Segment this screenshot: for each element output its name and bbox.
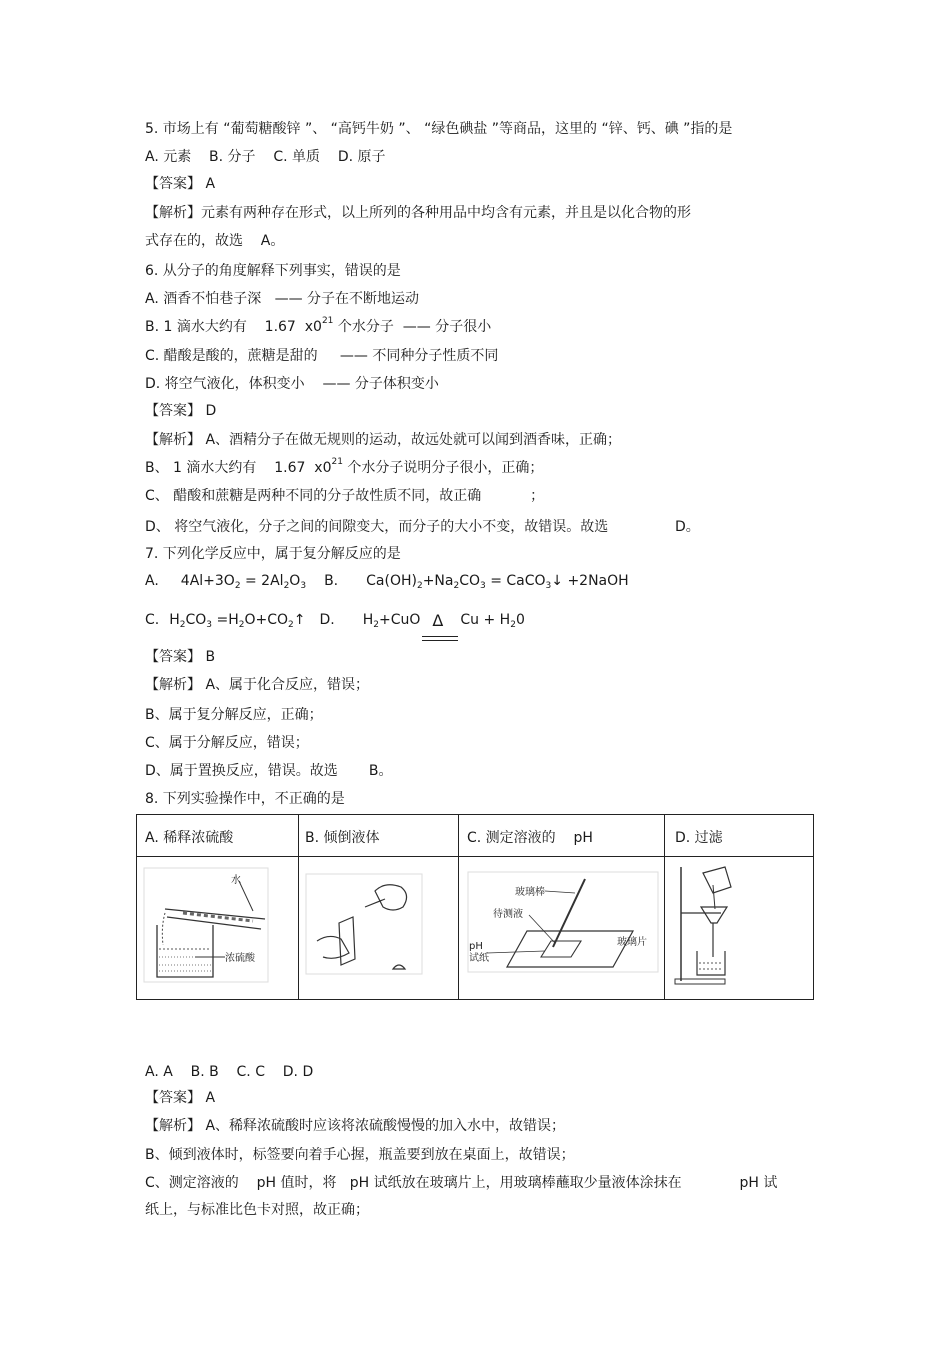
col-divider-1 (298, 815, 299, 999)
header-a: A. 稀释浓硫酸 (145, 830, 234, 846)
header-d: D. 过滤 (675, 830, 723, 846)
figure-filtration (673, 863, 747, 987)
q6-analysis-b: B、 1 滴水大约有 1.67 $ⅹ0^{21}$ 个水分子说明分子很小，正确； (145, 457, 544, 476)
label-test-liquid: 待测液 (493, 909, 523, 920)
delta-symbol: Δ (432, 611, 444, 630)
q8-analysis-c-cont: 纸上，与标准比色卡对照，故正确； (145, 1202, 369, 1218)
q6-analysis-a: 【解析】 A、酒精分子在做无规则的运动，故远处就可以闻到酒香味，正确； (145, 432, 622, 448)
q5-analysis: 【解析】元素有两种存在形式，以上所列的各种用品中均含有元素，并且是以化合物的形 (145, 205, 691, 221)
cylinder-icon (165, 909, 265, 919)
q7-analysis-b: B、属于复分解反应，正确； (145, 707, 323, 723)
q6-option-b: B. 1 滴水大约有 1.67 $ⅹ0^{21}$ 个水分子 —— 分子很小 (145, 316, 492, 335)
q5-stem: 5. 市场上有 “葡萄糖酸锌 ”、 “高钙牛奶 ”、 “绿色碘盐 ”等商品，这里的 “锌、钙、碘 ”指的是 (145, 121, 733, 137)
q6-analysis-c: C、 醋酸和蔗糖是两种不同的分子故性质不同，故正确 ； (145, 488, 545, 504)
q8-analysis-c: C、测定溶液的 pH 值时，将 pH 试纸放在玻璃片上，用玻璃棒蘸取少量液体涂抹在 pH 试 (145, 1175, 778, 1191)
label-water: 水 (231, 875, 241, 886)
label-ph: pH (469, 941, 483, 952)
q5-answer: 【答案】 A (145, 176, 216, 192)
header-b: B. 倾倒液体 (305, 830, 380, 846)
col-divider-2 (458, 815, 459, 999)
glass-rod-icon (553, 879, 585, 947)
q6-stem: 6. 从分子的角度解释下列事实，错误的是 (145, 263, 401, 279)
ph-paper-icon (541, 941, 581, 957)
header-c: C. 测定溶液的 pH (467, 830, 593, 846)
q8-answer: 【答案】 A (145, 1090, 216, 1106)
beaker-icon (157, 925, 213, 977)
q6-option-a: A. 酒香不怕巷子深 —— 分子在不断地运动 (145, 291, 420, 307)
q7-options-ab: A. $4Al+3O_2 = 2Al_2O_3$ B. $Ca(OH)_2+Na_2CO_3$ = CaCO$_3$↓ +2NaOH (145, 573, 629, 591)
label-glass-rod: 玻璃棒 (515, 887, 545, 898)
q8-stem: 8. 下列实验操作中，不正确的是 (145, 791, 345, 807)
q7-analysis-d: D、属于置换反应，错误。故选 B。 (145, 763, 393, 779)
figure-measure-ph (467, 871, 659, 975)
q8-options: A. A B. B C. C D. D (145, 1064, 314, 1080)
q5-options: A. 元素 B. 分子 C. 单质 D. 原子 (145, 149, 386, 165)
q8-analysis-a: 【解析】 A、稀释浓硫酸时应该将浓硫酸慢慢的加入水中，故错误； (145, 1118, 566, 1134)
label-conc-acid: 浓硫酸 (225, 953, 255, 964)
hand-icon (317, 936, 349, 958)
q7-stem: 7. 下列化学反应中，属于复分解反应的是 (145, 546, 401, 562)
double-line-top (422, 636, 458, 637)
q7-options-cd: C. $H_2CO_3$ $=H_2O+CO_2↑$ D. $H_2+CuO$ Δ $Cu + H_20$ (145, 611, 525, 631)
glass-plate-icon (507, 931, 633, 967)
funnel-icon (701, 907, 727, 923)
table-header-divider (137, 856, 813, 857)
q5-analysis-cont: 式存在的，故选 A。 (145, 233, 285, 249)
q6-option-c: C. 醋酸是酸的，蔗糖是甜的 —— 不同种分子性质不同 (145, 348, 499, 364)
q6-answer: 【答案】 D (145, 403, 217, 419)
bottle-cap-icon (393, 965, 405, 969)
double-line-bottom (422, 640, 458, 641)
q8-analysis-b: B、倾到液体时，标签要向着手心握，瓶盖要到放在桌面上，故错误； (145, 1147, 575, 1163)
pouring-beaker-icon (703, 867, 731, 893)
label-glass-plate: 玻璃片 (617, 937, 647, 948)
label-test-paper: 试纸 (469, 953, 489, 964)
figure-pour-liquid (305, 873, 423, 987)
q7-answer: 【答案】 B (145, 649, 216, 665)
q7-analysis-a: 【解析】 A、属于化合反应，错误； (145, 677, 370, 693)
experiment-table (136, 814, 814, 1000)
q6-analysis-d: D、 将空气液化，分子之间的间隙变大，而分子的大小不变，故错误。故选 D。 (145, 519, 700, 535)
col-divider-3 (664, 815, 665, 999)
hand-bottle-icon (375, 885, 407, 910)
figure-dilute-acid (143, 867, 269, 983)
test-tube-icon (339, 917, 355, 965)
q6-option-d: D. 将空气液化，体积变小 —— 分子体积变小 (145, 376, 439, 392)
q7-analysis-c: C、属于分解反应，错误； (145, 735, 309, 751)
